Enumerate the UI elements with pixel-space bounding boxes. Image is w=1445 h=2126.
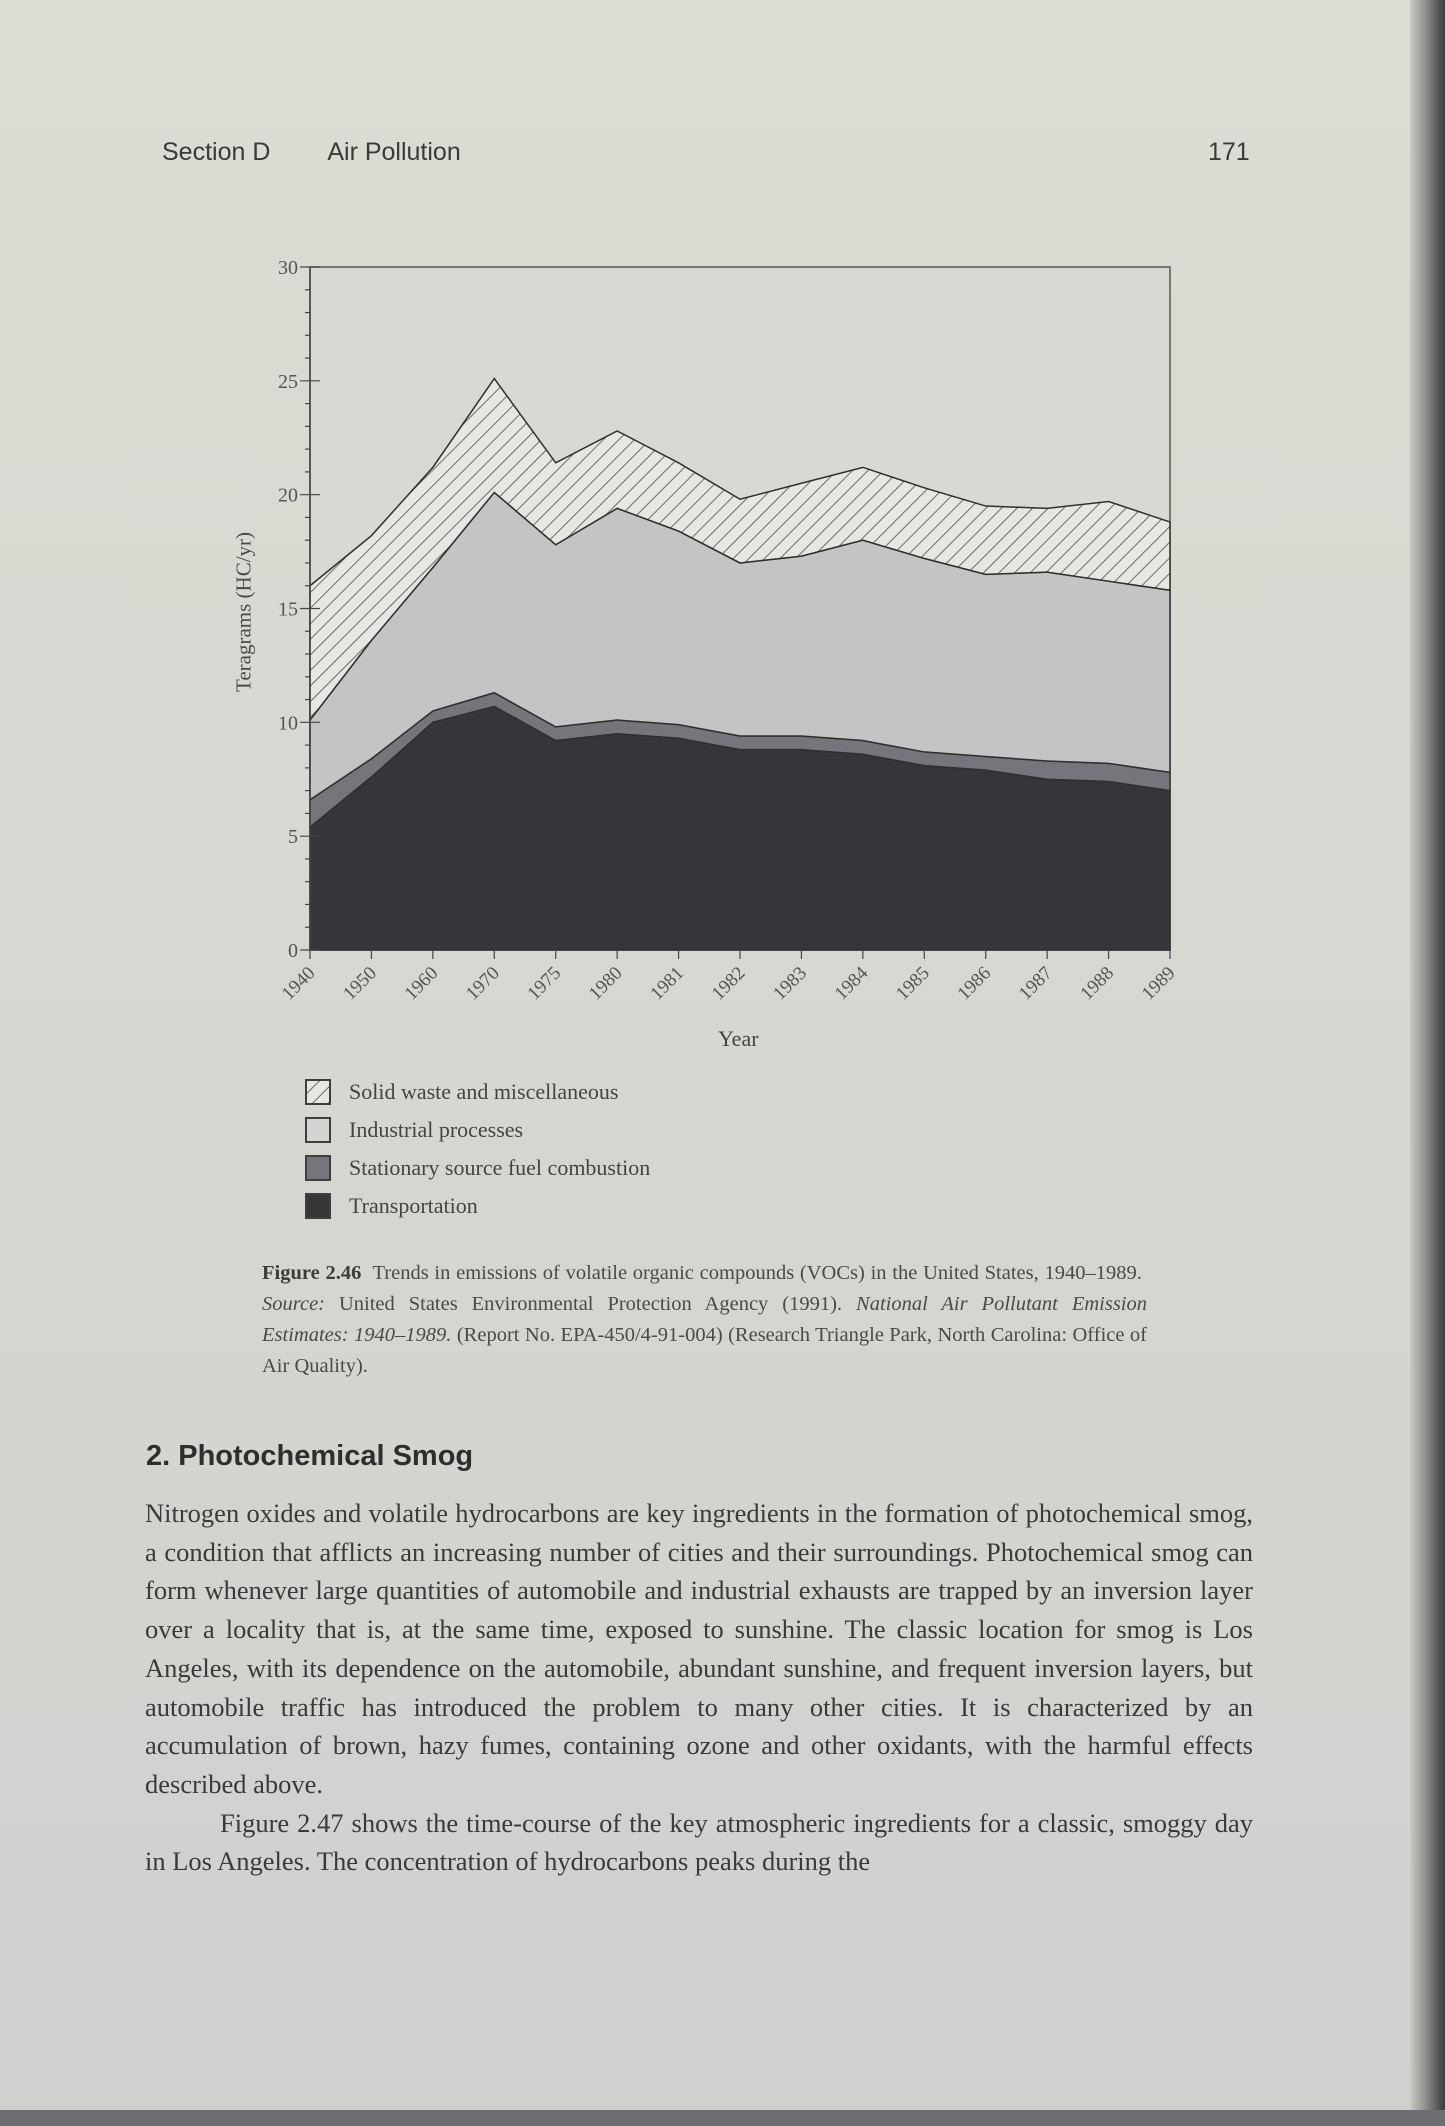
paragraph: Figure 2.47 shows the time-course of the key atmospheric ingredients for a classic, smoggy day in Los Angeles. The concentration of hydrocarbons peaks during the	[145, 1807, 1253, 1877]
y-tick-label: 30	[278, 257, 298, 279]
x-tick-label: 1981	[646, 962, 689, 1005]
legend-label: Stationary source fuel combustion	[349, 1155, 651, 1180]
legend-item-solid-waste	[305, 1073, 650, 1111]
y-tick-label: 0	[288, 940, 298, 962]
y-tick-label: 20	[278, 484, 298, 507]
figure-number: Figure 2.46	[262, 1262, 362, 1284]
mid-gray-swatch-icon	[305, 1155, 331, 1181]
legend-label: Transportation	[349, 1193, 478, 1218]
y-tick-label: 25	[278, 370, 298, 393]
x-tick-label: 1975	[523, 962, 566, 1005]
x-tick-label: 1940	[277, 962, 320, 1005]
chapter-title: Air Pollution	[327, 138, 461, 166]
bottom-edge	[0, 2110, 1445, 2126]
y-tick-label: 5	[288, 826, 298, 849]
source-label: Source:	[262, 1293, 325, 1315]
chart-legend	[305, 1073, 650, 1225]
figure-caption	[262, 1258, 1147, 1382]
x-tick-label: 1980	[584, 962, 627, 1005]
x-tick-label: 1989	[1137, 962, 1180, 1005]
light-gray-swatch-icon	[305, 1117, 331, 1143]
source-report: (Report No. EPA-450/4-91-004) (Research Triangle Park, North Carolina: Office of Air Quality).	[262, 1324, 1148, 1377]
x-tick-label: 1985	[892, 962, 934, 1005]
emissions-area-chart	[0, 0, 1445, 1060]
y-axis-title: Teragrams (HC/yr)	[231, 531, 256, 693]
y-tick-label: 15	[278, 598, 298, 621]
x-tick-label: 1988	[1076, 962, 1119, 1005]
body-text	[145, 1494, 1253, 1881]
x-tick-label: 1960	[400, 962, 443, 1005]
legend-label: Industrial processes	[349, 1117, 524, 1142]
hatched-swatch-icon	[305, 1079, 331, 1105]
x-tick-label: 1982	[707, 962, 750, 1005]
source-title: National Air Pollutant Emission Estimates: 1940–1989.	[262, 1293, 1147, 1346]
x-tick-label: 1970	[462, 962, 504, 1005]
legend-item-industrial	[305, 1111, 650, 1149]
x-tick-label: 1984	[830, 962, 873, 1005]
legend-item-transportation	[305, 1187, 650, 1225]
section-heading: 2. Photochemical Smog	[146, 1440, 474, 1472]
legend-item-stationary	[305, 1149, 650, 1187]
paragraph: Nitrogen oxides and volatile hydrocarbons are key ingredients in the formation of photochemical smog, a condition that afflicts an increasing number of cities and their surroundings. Photochemical smog can form whenever large quantities of automobile and industrial exhausts are trapped by an inversion layer over a locality that is, at the same time, exposed to sunshine. The classic location for smog is Los Angeles, with its dependence on the automobile, abundant sunshine, and frequent inversion layers, but automobile traffic has introduced the problem to many other cities. It is characterized by an accumulation of brown, hazy fumes, containing ozone and other oxidants, with the harmful effects described above.	[145, 1498, 1253, 1799]
x-tick-label: 1950	[339, 962, 381, 1005]
legend-label: Solid waste and miscellaneous	[349, 1079, 619, 1104]
x-tick-label: 1987	[1014, 962, 1057, 1005]
caption-text: Trends in emissions of volatile organic compounds (VOCs) in the United States, 1940–1989.	[372, 1262, 1142, 1284]
x-tick-label: 1986	[953, 962, 996, 1005]
x-tick-label: 1983	[769, 962, 811, 1005]
source-agency: United States Environmental Protection Agency (1991).	[338, 1293, 843, 1315]
section-label: Section D	[162, 138, 271, 166]
page-number: 171	[1208, 138, 1250, 166]
y-tick-label: 10	[278, 712, 298, 735]
x-axis-title: Year	[718, 1026, 759, 1051]
dark-swatch-icon	[305, 1193, 331, 1219]
